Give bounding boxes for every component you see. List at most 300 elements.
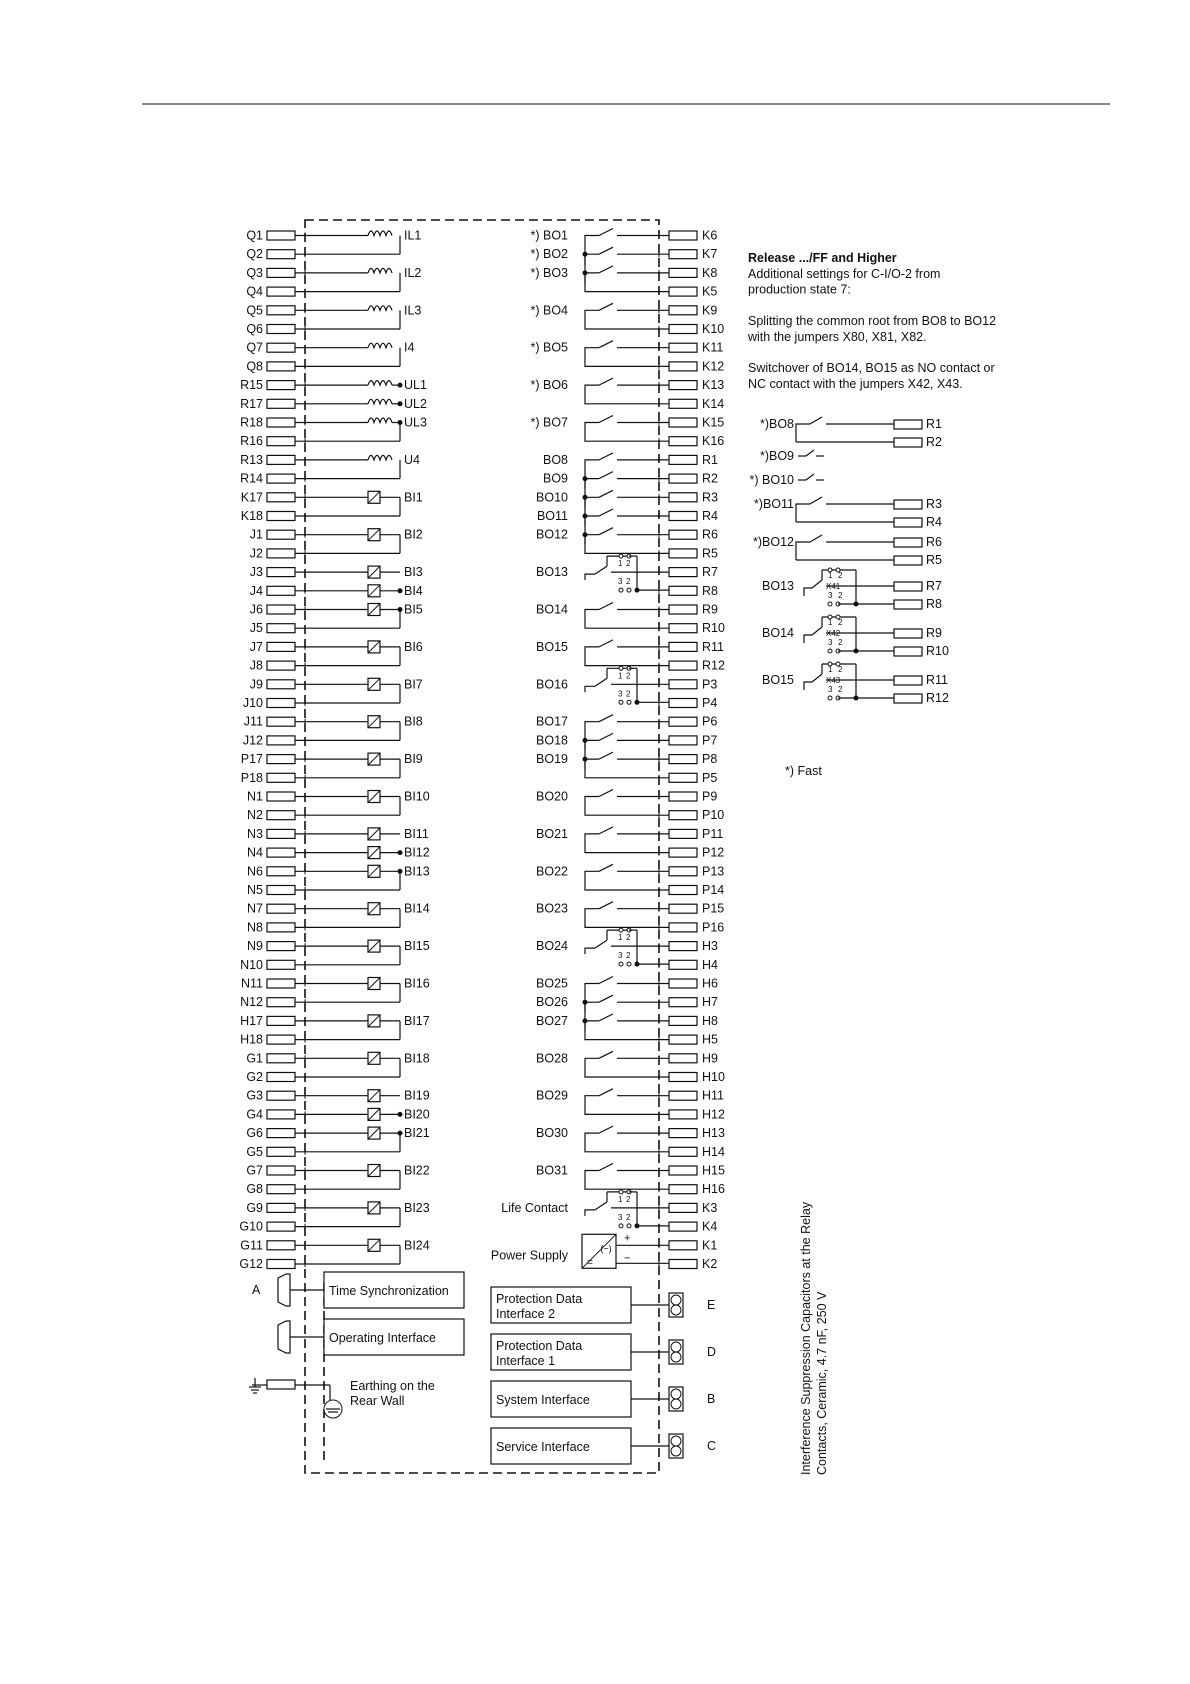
- common-return-wire: [585, 657, 669, 666]
- input-function-label: BI5: [404, 602, 423, 617]
- output-function-label: BO10: [536, 490, 568, 505]
- input-terminal-label: N9: [247, 939, 263, 954]
- input-terminal: [267, 717, 295, 726]
- output-terminal-label: K10: [702, 322, 725, 336]
- output-terminal: [669, 699, 697, 708]
- power-supply-label: Power Supply: [490, 1248, 568, 1263]
- input-function-label: BI7: [404, 677, 423, 692]
- output-terminal-label: K5: [702, 284, 718, 299]
- input-terminal: [267, 568, 295, 577]
- common-return-wire: [585, 358, 669, 367]
- input-terminal: [267, 455, 295, 464]
- output-terminal: [669, 1054, 697, 1063]
- output-terminal: [669, 717, 697, 726]
- output-terminal-label: P3: [702, 677, 718, 692]
- input-function-label: BI17: [404, 1013, 430, 1028]
- relay-wire: [585, 610, 599, 620]
- input-terminal: [267, 829, 295, 838]
- input-terminal: [267, 268, 295, 277]
- common-return-wire: [585, 994, 669, 1040]
- jumper-pin: [627, 700, 631, 704]
- output-terminal-label: H8: [702, 1013, 718, 1028]
- pin-number: 2: [626, 1194, 631, 1204]
- junction-dot: [398, 383, 402, 387]
- relay-contact: [599, 528, 613, 535]
- input-terminal: [267, 530, 295, 539]
- output-terminal: [669, 1222, 697, 1231]
- relay-contact: [599, 640, 613, 647]
- mini-relay-label: *)BO9: [759, 449, 794, 463]
- interface-label: Interface 2: [496, 1307, 556, 1321]
- fiber-port: [671, 1436, 681, 1446]
- jumper-pin: [619, 588, 623, 592]
- output-terminal-label: P5: [702, 770, 718, 785]
- relay-contact: [599, 977, 613, 984]
- relay-contact: [599, 453, 613, 460]
- input-function-label: BI18: [404, 1051, 430, 1066]
- mini-terminal-label: R4: [926, 515, 942, 529]
- input-terminal-label: R17: [240, 396, 263, 411]
- output-terminal-label: P16: [702, 920, 725, 935]
- output-terminal: [669, 362, 697, 371]
- common-return-wire: [585, 620, 669, 629]
- mini-relay-wire: [796, 424, 810, 442]
- input-terminal-label: H18: [240, 1032, 263, 1047]
- input-terminal-label: N8: [247, 920, 263, 935]
- notes-line: Additional settings for C-I/O-2 from: [748, 267, 941, 281]
- input-function-label: U4: [404, 452, 420, 467]
- output-terminal: [669, 399, 697, 408]
- relay-contact: [599, 995, 613, 1002]
- output-function-label: BO25: [536, 976, 568, 991]
- sub-d-connector: [278, 1321, 290, 1353]
- mini-terminal-label: R1: [926, 417, 942, 431]
- input-terminal: [267, 381, 295, 390]
- input-function-label: BI6: [404, 639, 423, 654]
- input-terminal: [267, 642, 295, 651]
- interface-label: Service Interface: [496, 1440, 590, 1454]
- mini-terminal: [894, 518, 922, 527]
- pin-number: 3: [828, 685, 833, 694]
- relay-contact: [599, 790, 613, 797]
- input-function-label: BI3: [404, 565, 423, 580]
- input-function-label: UL3: [404, 415, 427, 430]
- input-function-label: BI2: [404, 527, 423, 542]
- junction-dot: [854, 602, 858, 606]
- input-terminal-label: J9: [249, 677, 263, 692]
- output-terminal: [669, 904, 697, 913]
- jumper-pin: [627, 1224, 631, 1228]
- input-function-label: I4: [404, 340, 415, 355]
- output-terminal: [669, 1091, 697, 1100]
- output-terminal: [669, 530, 697, 539]
- input-terminal-label: N10: [240, 957, 263, 972]
- input-terminal-label: J1: [249, 527, 263, 542]
- mini-terminal: [894, 538, 922, 547]
- output-terminal: [669, 792, 697, 801]
- pin-number: 2: [838, 571, 843, 580]
- common-return-wire: [585, 320, 669, 329]
- relay-contact: [599, 509, 613, 516]
- input-terminal-label: J8: [249, 658, 263, 673]
- jumper-pin: [619, 554, 623, 558]
- relay-contact: [595, 678, 607, 686]
- output-terminal: [669, 979, 697, 988]
- common-return-wire: [585, 732, 669, 778]
- output-terminal-label: H14: [702, 1144, 725, 1159]
- relay-wire: [585, 348, 599, 358]
- input-terminal-label: Q8: [246, 359, 263, 374]
- input-terminal: [267, 1016, 295, 1025]
- mini-terminal: [894, 629, 922, 638]
- mini-terminal: [894, 500, 922, 509]
- ac-symbol: (~): [600, 1243, 612, 1254]
- input-terminal-label: N7: [247, 901, 263, 916]
- common-return-wire: [585, 1068, 669, 1077]
- common-return-wire: [585, 807, 669, 816]
- mini-relay-contact: [812, 580, 822, 588]
- fiber-port: [671, 1389, 681, 1399]
- earthing-label: Rear Wall: [350, 1394, 405, 1408]
- interface-key: A: [252, 1283, 261, 1297]
- relay-wire: [585, 948, 595, 954]
- output-terminal-label: H5: [702, 1032, 718, 1047]
- output-terminal: [669, 381, 697, 390]
- output-terminal-label: P12: [702, 845, 725, 860]
- relay-contact: [599, 229, 613, 236]
- pin-number: 3: [618, 577, 623, 587]
- output-terminal: [669, 287, 697, 296]
- input-terminal: [267, 680, 295, 689]
- output-function-label: BO15: [536, 639, 568, 654]
- input-function-label: BI11: [404, 826, 429, 841]
- relay-contact: [599, 1014, 613, 1021]
- pin-number: 1: [828, 571, 833, 580]
- input-terminal-label: J4: [249, 583, 263, 598]
- output-terminal-label: K13: [702, 378, 725, 393]
- output-terminal: [669, 829, 697, 838]
- notes-line: production state 7:: [748, 282, 851, 297]
- pin-number: 1: [618, 671, 623, 681]
- input-function-label: BI20: [404, 1107, 430, 1122]
- output-terminal-label: K4: [702, 1219, 718, 1234]
- output-function-label: BO9: [542, 471, 568, 486]
- output-terminal: [669, 1073, 697, 1082]
- output-terminal-label: R2: [702, 471, 718, 486]
- relay-contact: [599, 341, 613, 348]
- relay-wire: [585, 1058, 599, 1068]
- output-terminal-label: K12: [702, 359, 725, 374]
- input-function-label: BI4: [404, 583, 423, 598]
- output-function-label: BO17: [536, 714, 568, 729]
- fiber-port: [671, 1446, 681, 1456]
- pin-number: 2: [626, 933, 631, 943]
- relay-wire: [585, 385, 599, 395]
- input-terminal: [267, 549, 295, 558]
- mini-terminal-label: R10: [926, 644, 949, 658]
- input-terminal: [267, 362, 295, 371]
- relay-contact: [599, 603, 613, 610]
- output-terminal: [669, 306, 697, 315]
- output-function-label: BO29: [536, 1088, 568, 1103]
- output-terminal: [669, 848, 697, 857]
- input-terminal-label: K17: [240, 490, 263, 505]
- interface-key: C: [707, 1439, 717, 1453]
- fiber-port: [671, 1305, 681, 1315]
- output-terminal-label: R5: [702, 546, 718, 561]
- input-terminal-label: N3: [247, 826, 263, 841]
- input-terminal-label: G3: [246, 1088, 263, 1103]
- input-terminal-label: P18: [240, 770, 263, 785]
- relay-wire: [585, 236, 599, 246]
- pin-number: 3: [618, 951, 623, 961]
- input-terminal-label: N1: [247, 789, 263, 804]
- output-function-label: BO12: [536, 527, 568, 542]
- output-terminal: [669, 586, 697, 595]
- relay-wire: [585, 497, 599, 507]
- input-terminal-label: R15: [240, 378, 263, 393]
- input-terminal-label: G11: [240, 1238, 263, 1253]
- input-function-label: BI10: [404, 789, 430, 804]
- output-terminal: [669, 680, 697, 689]
- mini-terminal-label: R12: [926, 691, 949, 705]
- relay-contact: [599, 378, 613, 385]
- plus-sign: +: [624, 1232, 631, 1245]
- output-terminal: [669, 773, 697, 782]
- input-terminal-label: J3: [249, 565, 263, 580]
- input-terminal: [267, 942, 295, 951]
- jumper-pin: [627, 962, 631, 966]
- input-terminal: [267, 1035, 295, 1044]
- input-terminal-label: Q6: [246, 322, 263, 336]
- interface-key: D: [707, 1345, 717, 1359]
- input-terminal-label: R16: [240, 434, 263, 449]
- output-terminal-label: K14: [702, 396, 725, 411]
- minus-sign: −: [624, 1252, 631, 1265]
- relay-contact: [599, 266, 613, 273]
- input-terminal: [267, 325, 295, 334]
- output-function-label: BO22: [536, 864, 568, 879]
- output-terminal-label: H16: [702, 1182, 725, 1197]
- input-terminal-label: N4: [247, 845, 263, 860]
- output-terminal: [669, 1129, 697, 1138]
- mini-relay-contact: [812, 627, 822, 635]
- output-terminal-label: R8: [702, 583, 718, 598]
- input-terminal-label: G9: [246, 1200, 263, 1215]
- output-terminal-label: P15: [702, 901, 725, 916]
- relay-wire: [585, 834, 599, 844]
- input-terminal-label: N5: [247, 883, 263, 897]
- output-function-label: BO11: [536, 509, 568, 523]
- mini-terminal-label: R3: [926, 497, 942, 511]
- output-function-label: BO8: [542, 452, 568, 467]
- pin-number: 1: [618, 1194, 623, 1204]
- input-terminal: [267, 1110, 295, 1119]
- input-terminal-label: N6: [247, 864, 263, 879]
- output-terminal: [669, 231, 697, 240]
- pin-number: 3: [828, 591, 833, 600]
- output-function-label: BO19: [536, 752, 568, 767]
- input-terminal-label: G5: [246, 1144, 263, 1159]
- input-terminal: [267, 493, 295, 502]
- input-function-label: BI24: [404, 1238, 430, 1253]
- input-terminal: [267, 960, 295, 969]
- mini-relay-wire: [804, 588, 812, 596]
- input-terminal: [267, 306, 295, 315]
- fiber-port: [671, 1295, 681, 1305]
- mini-relay-contact: [810, 497, 822, 504]
- common-return-wire: [585, 246, 669, 292]
- interface-key: E: [707, 1298, 716, 1312]
- relay-contact: [599, 247, 613, 254]
- relay-wire: [585, 984, 599, 994]
- output-terminal: [669, 1185, 697, 1194]
- output-terminal: [669, 998, 697, 1007]
- dc-symbol: =: [587, 1257, 593, 1269]
- output-terminal: [669, 1035, 697, 1044]
- pin-number: 2: [626, 1212, 631, 1222]
- relay-contact: [599, 1164, 613, 1171]
- notes-title: Release .../FF and Higher: [748, 251, 897, 265]
- input-terminal: [267, 661, 295, 670]
- relay-contact: [599, 902, 613, 909]
- output-terminal: [669, 1166, 697, 1175]
- jumper-pin: [619, 962, 623, 966]
- output-terminal-label: P13: [702, 864, 725, 879]
- output-terminal: [669, 624, 697, 633]
- output-function-label: BO13: [536, 565, 568, 580]
- output-terminal: [669, 1110, 697, 1119]
- mini-relay-contact: [806, 474, 814, 480]
- input-terminal: [267, 979, 295, 988]
- output-function-label: BO14: [536, 602, 568, 617]
- output-terminal: [669, 923, 697, 932]
- input-terminal: [267, 1054, 295, 1063]
- relay-contact: [599, 1051, 613, 1058]
- input-terminal-label: Q3: [246, 265, 263, 280]
- input-terminal-label: N11: [240, 976, 263, 991]
- output-terminal-label: H7: [702, 995, 718, 1010]
- relay-wire: [585, 574, 595, 580]
- input-terminal: [267, 231, 295, 240]
- coil-symbol: [368, 399, 392, 404]
- interface-label: Protection Data: [496, 1339, 583, 1353]
- relay-contact: [599, 715, 613, 722]
- output-function-label: *) BO5: [530, 340, 568, 355]
- input-function-label: IL2: [404, 265, 422, 280]
- relay-wire: [585, 310, 599, 320]
- relay-contact: [599, 490, 613, 497]
- input-terminal-label: G8: [246, 1182, 263, 1197]
- relay-wire: [585, 722, 599, 732]
- output-terminal: [669, 268, 697, 277]
- mini-terminal-label: R5: [926, 553, 942, 567]
- output-function-label: Life Contact: [501, 1200, 568, 1215]
- output-terminal-label: P14: [702, 883, 725, 897]
- input-terminal: [267, 886, 295, 895]
- input-terminal: [267, 624, 295, 633]
- junction-dot: [398, 589, 402, 593]
- input-function-label: BI23: [404, 1200, 430, 1215]
- input-terminal-label: P17: [240, 752, 263, 767]
- fiber-port: [671, 1352, 681, 1362]
- relay-wire: [585, 909, 599, 919]
- pin-number: 1: [828, 618, 833, 627]
- jumper-pin: [828, 696, 832, 700]
- output-terminal-label: K11: [702, 340, 724, 355]
- output-terminal-label: R1: [702, 452, 718, 467]
- junction-dot: [398, 851, 402, 855]
- coil-symbol: [368, 343, 392, 348]
- output-function-label: BO23: [536, 901, 568, 916]
- pin-number: 1: [828, 665, 833, 674]
- mini-relay-contact: [810, 535, 822, 542]
- relay-wire: [585, 1021, 599, 1031]
- jumper-pin: [619, 1190, 623, 1194]
- output-terminal: [669, 811, 697, 820]
- coil-symbol: [368, 306, 392, 311]
- output-terminal-label: P8: [702, 752, 718, 767]
- output-terminal-label: H9: [702, 1051, 718, 1066]
- common-return-wire: [585, 1143, 669, 1152]
- input-terminal-label: G4: [246, 1107, 263, 1122]
- input-terminal: [267, 1185, 295, 1194]
- input-terminal: [267, 792, 295, 801]
- output-terminal-label: K1: [702, 1238, 718, 1253]
- output-terminal: [669, 568, 697, 577]
- output-terminal-label: H10: [702, 1070, 725, 1084]
- relay-wire: [585, 479, 599, 489]
- relay-wire: [585, 1210, 595, 1216]
- output-terminal-label: K9: [702, 303, 718, 318]
- jumper-pin: [828, 649, 832, 653]
- jumper-label: X41: [826, 582, 841, 591]
- input-terminal: [267, 605, 295, 614]
- output-terminal-label: K3: [702, 1200, 718, 1215]
- pin-number: 2: [626, 577, 631, 587]
- input-terminal-label: R13: [240, 452, 263, 467]
- input-terminal: [267, 699, 295, 708]
- input-terminal-label: Q2: [246, 247, 263, 262]
- sub-d-connector: [278, 1274, 290, 1306]
- mini-relay-label: *) BO10: [749, 473, 794, 487]
- input-terminal: [267, 736, 295, 745]
- mini-terminal: [894, 420, 922, 429]
- mini-terminal-label: R6: [926, 535, 942, 549]
- mini-terminal: [894, 556, 922, 565]
- common-return-wire: [585, 844, 669, 853]
- output-terminal: [669, 343, 697, 352]
- output-terminal-label: K6: [702, 228, 718, 243]
- input-terminal-label: J11: [243, 714, 263, 729]
- input-terminal: [267, 1166, 295, 1175]
- mini-relay-contact: [812, 674, 822, 682]
- mini-relay-label: *)BO12: [753, 535, 794, 549]
- output-terminal: [669, 736, 697, 745]
- input-terminal-label: J5: [249, 621, 263, 636]
- input-function-label: BI12: [404, 845, 430, 860]
- jumper-pin: [619, 700, 623, 704]
- input-terminal-label: R18: [240, 415, 263, 430]
- mini-relay-label: *)BO8: [759, 417, 794, 431]
- mini-relay-wire: [804, 682, 812, 690]
- relay-wire: [585, 460, 599, 470]
- output-terminal: [669, 437, 697, 446]
- pin-number: 3: [828, 638, 833, 647]
- output-function-label: *) BO7: [530, 415, 568, 430]
- relay-contact: [599, 1126, 613, 1133]
- pin-number: 2: [626, 689, 631, 699]
